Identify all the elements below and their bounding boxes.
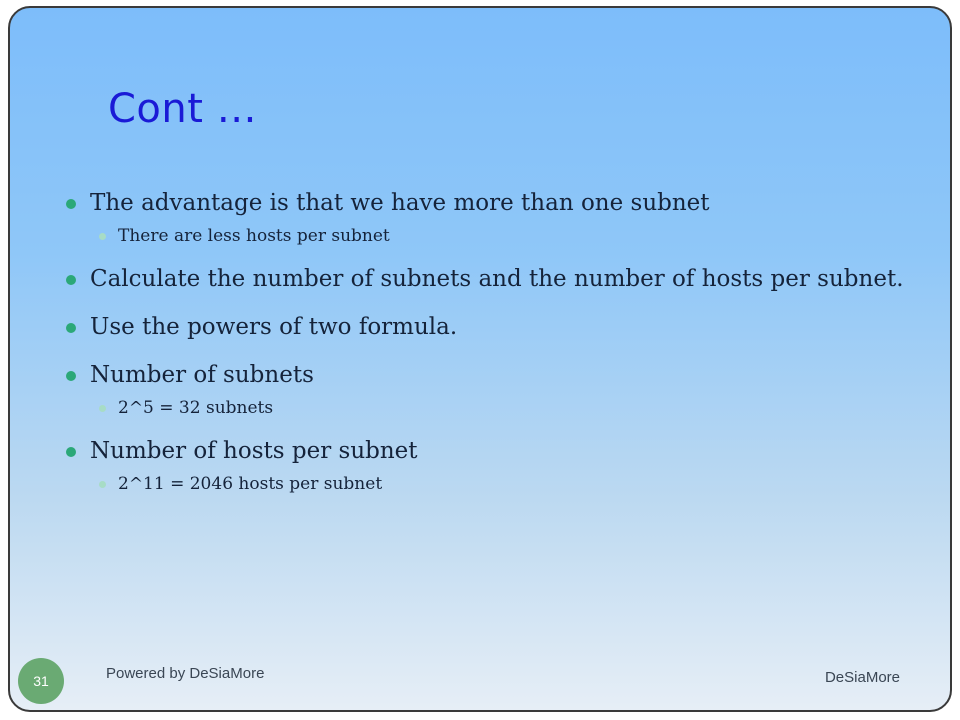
- bullet-item: [62, 310, 908, 344]
- bullet-text: Calculate the number of subnets and the number of hosts per subnet.: [90, 266, 904, 292]
- bullet-text: Use the powers of two formula.: [90, 314, 458, 340]
- bullet-list: [62, 186, 908, 510]
- sub-bullet-item: [62, 472, 908, 496]
- bullet-dot-icon: [66, 199, 76, 209]
- sub-bullet-text: 2^5 = 32 subnets: [118, 398, 274, 418]
- bullet-text: Number of subnets: [90, 362, 314, 388]
- bullet-item: [62, 186, 908, 220]
- footer-right-text: DeSiaMore: [824, 669, 900, 686]
- sub-bullet-item: [62, 396, 908, 420]
- bullet-dot-icon: [66, 323, 76, 333]
- bullet-dot-icon: [66, 371, 76, 381]
- bullet-item: [62, 434, 908, 468]
- sub-bullet-dot-icon: [99, 233, 106, 240]
- sub-bullet-dot-icon: [99, 405, 106, 412]
- bullet-item: [62, 262, 908, 296]
- sub-bullet-text: There are less hosts per subnet: [118, 226, 390, 246]
- bullet-dot-icon: [66, 275, 76, 285]
- sub-bullet-text: 2^11 = 2046 hosts per subnet: [118, 474, 383, 494]
- slide: [8, 6, 952, 712]
- bullet-text: Number of hosts per subnet: [90, 438, 418, 464]
- bullet-text: The advantage is that we have more than one subnet: [90, 190, 710, 216]
- slide-title: Cont …: [108, 86, 258, 132]
- bullet-item: [62, 358, 908, 392]
- footer-left-text: Powered by DeSiaMore: [106, 665, 265, 682]
- sub-bullet-item: [62, 224, 908, 248]
- bullet-dot-icon: [66, 447, 76, 457]
- sub-bullet-dot-icon: [99, 481, 106, 488]
- page-number-badge: 31: [18, 658, 64, 704]
